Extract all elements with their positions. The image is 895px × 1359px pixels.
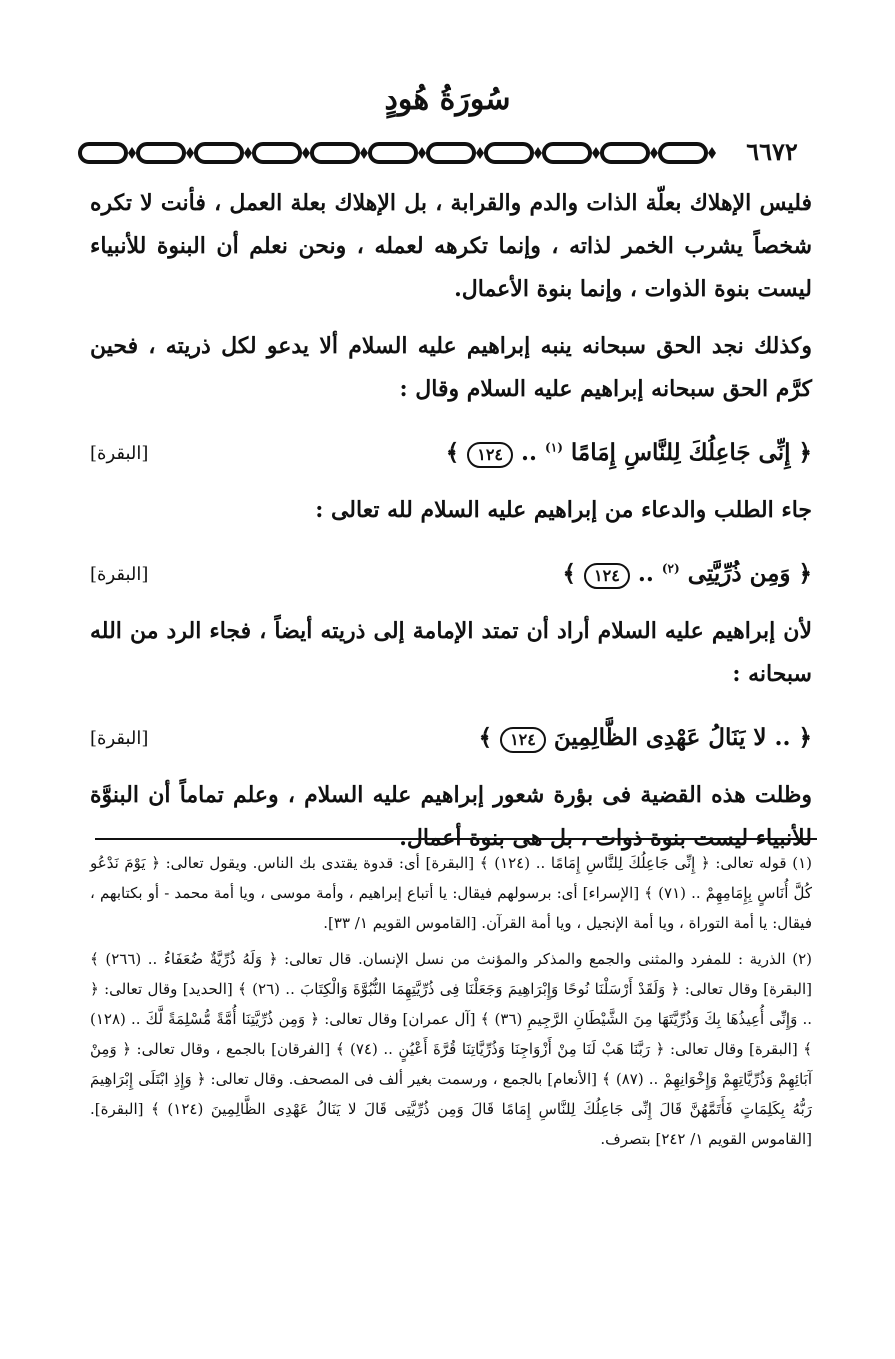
quran-verse: ﴿ إِنِّى جَاعِلُكَ لِلنَّاسِ إِمَامًا $^{(١)}$ .. ١٢٤ ﴾ [445,438,812,466]
surah-reference: [البقرة] [90,563,149,585]
ayah-number: ١٢٤ [584,563,630,589]
surah-reference: [البقرة] [90,442,149,464]
page-number: ٦٦٧٢ [727,135,817,167]
footnote: (١) قوله تعالى: ﴿ إِنِّى جَاعِلُكَ لِلنَّاسِ إِمَامًا .. (١٢٤) ﴾ [البقرة] أى: قدوة يقتدى بك الناس. ويقول تعالى: ﴿ يَوْمَ نَدْعُو كُلَّ أُنَاسٍ بِإِمَامِهِمْ .. (٧١) ﴾ [الإسراء] أى: برسولهم فيقال: يا أتباع إبراهيم ، وأمة موسى ، ويا أمة محمد - أو بكتابهم ، فيقال: يا أمة التوراة ، ويا أمة الإنجيل ، ويا أمة القرآن. [القاموس القويم ١/ ٣٣]. [90,854,813,932]
paragraph: جاء الطلب والدعاء من إبراهيم عليه السلام لله تعالى : [315,497,812,523]
paragraph: فليس الإهلاك بعلّة الذات والدم والقرابة ، بل الإهلاك بعلة العمل ، فأنت لا تكره شخصاً يشرب الخمر لذاته ، وإنما تكرهه لعمله ، ونحن نعلم أن البنوة للأنبياء ليست بنوة الذوات ، وإنما بنوة الأعمال. [90,190,812,302]
ornamental-divider [78,138,838,168]
footnote-separator [95,838,817,840]
quran-verse-row [90,546,812,602]
ayah-number: ١٢٤ [500,727,546,753]
footnotes [90,848,812,1160]
paragraph: وكذلك نجد الحق سبحانه ينبه إبراهيم عليه السلام ألا يدعو لكل ذريته ، فحين كرَّم الحق سبحانه إبراهيم عليه السلام وقال : [90,333,812,402]
surah-header-title: سُورَةُ هُودٍ [384,82,511,117]
quran-verse-row [90,710,812,766]
main-text [90,182,812,874]
footnote: (٢) الذرية : للمفرد والمثنى والجمع والمذكر والمؤنث من نسل الإنسان. قال تعالى: ﴿ وَلَهُ ذُرِّيَّةٌ ضُعَفَاءُ .. (٢٦٦) ﴾ [البقرة] وقال تعالى: ﴿ وَلَقَدْ أَرْسَلْنَا نُوحًا وَإِبْرَاهِيمَ وَجَعَلْنَا فِى ذُرِّيَّتِهِمَا النُّبُوَّةَ وَالْكِتَابَ .. (٢٦) ﴾ [الحديد] وقال تعالى: ﴿ .. وَإِنِّى أُعِيذُهَا بِكَ وَذُرِّيَّتَهَا مِنَ الشَّيْطَانِ الرَّجِيمِ (٣٦) ﴾ [آل عمران] وقال تعالى: ﴿ وَمِن ذُرِّيَّتِنَا أُمَّةً مُّسْلِمَةً لَّكَ .. (١٢٨) ﴾ [البقرة] وقال تعالى: ﴿ رَبَّنَا هَبْ لَنَا مِنْ أَزْوَاجِنَا وَذُرِّيَّاتِنَا قُرَّةَ أَعْيُنٍ .. (٧٤) ﴾ [الفرقان] بالجمع ، وقال تعالى: ﴿ وَمِنْ آبَائِهِمْ وَذُرِّيَّاتِهِمْ وَإِخْوَانِهِمْ .. (٨٧) ﴾ [الأنعام] بالجمع ، ورسمت بغير ألف فى المصحف. وقال تعالى: ﴿ وَإِذِ ابْتَلَى إِبْرَاهِيمَ رَبُّهُ بِكَلِمَاتٍ فَأَتَمَّهُنَّ قَالَ إِنِّى جَاعِلُكَ لِلنَّاسِ إِمَامًا قَالَ وَمِن ذُرِّيَّتِى قَالَ لا يَنَالُ عَهْدِى الظَّالِمِينَ (١٢٤) ﴾ [البقرة]. [القاموس القويم ١/ ٢٤٢] بتصرف. [90,950,813,1148]
footnote-ref: (٢) [661,560,680,575]
paragraph: وظلت هذه القضية فى بؤرة شعور إبراهيم عليه السلام ، وعلم تماماً أن البنوَّة للأنبياء ليست بنوة ذوات ، بل هى بنوة أعمال. [90,782,812,851]
quran-verse-row [90,425,812,481]
surah-reference: [البقرة] [90,727,149,749]
paragraph: لأن إبراهيم عليه السلام أراد أن تمتد الإمامة إلى ذريته أيضاً ، فجاء الرد من الله سبحانه : [90,618,812,687]
ayah-number: ١٢٤ [467,442,513,468]
footnote-ref: (١) [545,439,563,454]
quran-verse: ﴿ .. لا يَنَالُ عَهْدِى الظَّالِمِينَ ١٢٤ ﴾ [478,723,812,751]
quran-verse: ﴿ وَمِن ذُرِّيَّتِى $^{(٢)}$ .. ١٢٤ ﴾ [562,559,812,587]
